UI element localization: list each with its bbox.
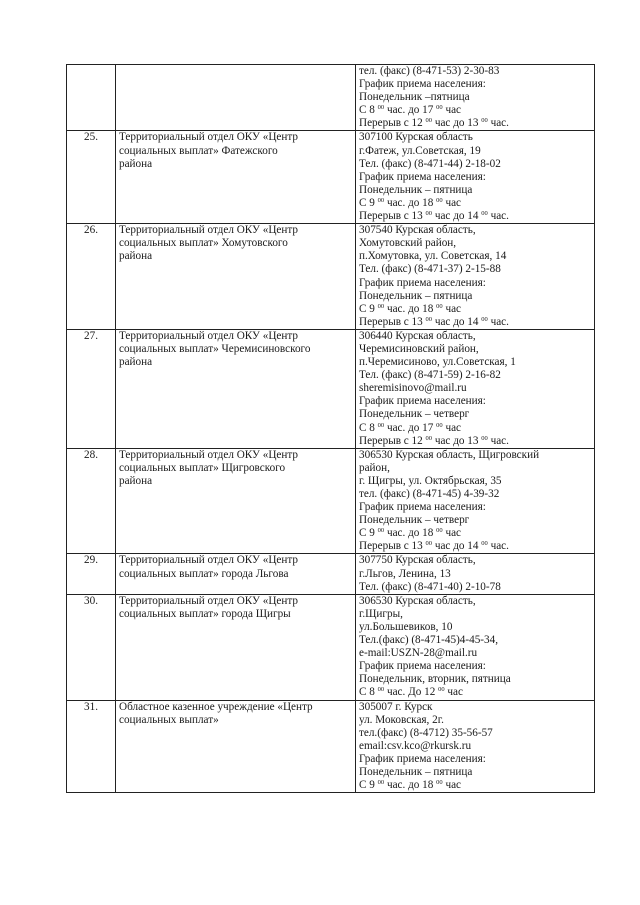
time-minutes-superscript: 00: [436, 302, 443, 310]
offices-table: [66, 64, 595, 793]
contact-line: Понедельник – четверг: [359, 514, 470, 527]
row-number: 28.: [67, 448, 116, 554]
office-name-line: социальных выплат» Фатежского: [119, 144, 278, 157]
contact-line: г. Щигры, ул. Октябрьская, 35: [359, 474, 502, 487]
time-minutes-superscript: 00: [377, 421, 385, 429]
time-text: час. до 18: [384, 196, 437, 209]
contact-line: Понедельник, вторник, пятница: [359, 673, 511, 686]
office-name-cell: [116, 554, 356, 594]
time-text: С 8: [359, 421, 378, 434]
office-name-line: социальных выплат» Черемисиновского: [119, 342, 311, 355]
contact-line: 307750 Курская область,: [359, 554, 476, 567]
time-text: час до 13: [432, 117, 482, 130]
contact-line: [359, 540, 591, 553]
office-name-line: Территориальный отдел ОКУ «Центр: [119, 224, 299, 237]
contact-info-cell: [356, 700, 595, 793]
office-name-line: района: [119, 250, 153, 263]
office-name-cell: [116, 700, 356, 793]
office-name-line: социальных выплат»: [119, 713, 219, 726]
row-number: 31.: [67, 700, 116, 793]
contact-line: Понедельник – пятница: [359, 765, 473, 778]
office-name-line: Территориальный отдел ОКУ «Центр: [119, 131, 299, 144]
contact-info-cell: [356, 65, 595, 131]
office-name-line: района: [119, 474, 153, 487]
contact-line: тел.(факс) (8-4712) 35-56-57: [359, 726, 493, 739]
time-text: час.: [487, 540, 509, 553]
time-minutes-superscript: 00: [436, 196, 443, 204]
contact-line: [359, 686, 591, 699]
contact-line: [359, 117, 591, 130]
table-row: [67, 131, 595, 224]
office-name-cell: [116, 65, 356, 131]
time-minutes-superscript: 00: [425, 117, 433, 125]
contact-line: Понедельник – пятница: [359, 289, 473, 302]
time-text: С 9: [359, 196, 378, 209]
table-row: [67, 224, 595, 330]
contact-line: График приема населения:: [359, 501, 486, 514]
office-name-cell: [116, 329, 356, 448]
time-text: С 9: [359, 527, 378, 540]
time-text: час до 14: [432, 210, 482, 223]
contact-line: Понедельник –пятница: [359, 91, 470, 104]
contact-line: [359, 210, 591, 223]
contact-line: График приема населения:: [359, 395, 486, 408]
contact-line: [359, 303, 591, 316]
time-text: час. до 18: [384, 302, 437, 315]
row-number: 27.: [67, 329, 116, 448]
time-text: час: [442, 421, 462, 434]
contact-line: sheremisinovo@mail.ru: [359, 382, 467, 395]
contact-line: Хомутовский район,: [359, 237, 457, 250]
contact-line: п.Хомутовка, ул. Советская, 14: [359, 250, 507, 263]
time-text: час. до 18: [384, 527, 437, 540]
time-minutes-superscript: 00: [481, 540, 488, 548]
time-minutes-superscript: 00: [436, 104, 443, 112]
time-minutes-superscript: 00: [425, 210, 433, 218]
time-minutes-superscript: 00: [377, 686, 385, 694]
time-text: час. До 12: [384, 686, 439, 699]
time-text: час: [442, 196, 462, 209]
contact-line: 306530 Курская область,: [359, 594, 476, 607]
time-minutes-superscript: 00: [438, 686, 445, 694]
contact-info-cell: [356, 594, 595, 700]
contact-line: 307100 Курская область: [359, 131, 473, 144]
time-text: час. до 17: [384, 421, 437, 434]
time-minutes-superscript: 00: [425, 315, 433, 323]
contact-info-cell: [356, 131, 595, 224]
contact-line: Черемисиновский район,: [359, 342, 479, 355]
row-number: 25.: [67, 131, 116, 224]
contact-line: 305007 г. Курск: [359, 700, 433, 713]
contact-line: [359, 422, 591, 435]
contact-line: График приема населения:: [359, 276, 486, 289]
office-name-cell: [116, 224, 356, 330]
time-text: час до 13: [432, 434, 482, 447]
table-row: [67, 65, 595, 131]
contact-line: [359, 435, 591, 448]
time-minutes-superscript: 00: [377, 302, 385, 310]
time-text: час: [444, 686, 463, 699]
contact-line: г.Щигры,: [359, 607, 403, 620]
table-row: [67, 448, 595, 554]
table-row: [67, 594, 595, 700]
time-text: Перерыв с 12: [359, 434, 426, 447]
time-text: С 8: [359, 104, 378, 117]
time-text: час: [442, 779, 462, 792]
time-minutes-superscript: 00: [436, 527, 443, 535]
time-text: Перерыв с 13: [359, 540, 426, 553]
contact-line: Понедельник – четверг: [359, 408, 470, 421]
contact-line: График приема населения:: [359, 752, 486, 765]
time-minutes-superscript: 00: [436, 421, 443, 429]
time-minutes-superscript: 00: [425, 540, 433, 548]
contact-line: 307540 Курская область,: [359, 224, 476, 237]
time-text: С 9: [359, 302, 378, 315]
contact-line: [359, 316, 591, 329]
contact-line: г.Льгов, Ленина, 13: [359, 567, 451, 580]
time-minutes-superscript: 00: [481, 210, 488, 218]
time-minutes-superscript: 00: [481, 434, 488, 442]
time-text: час: [442, 302, 462, 315]
office-name-cell: [116, 131, 356, 224]
time-minutes-superscript: 00: [377, 527, 385, 535]
time-text: час.: [487, 117, 509, 130]
contact-line: Тел. (факс) (8-471-44) 2-18-02: [359, 157, 501, 170]
contact-info-cell: [356, 329, 595, 448]
contact-line: email:csv.kco@rkursk.ru: [359, 739, 472, 752]
time-text: Перерыв с 13: [359, 210, 426, 223]
office-name-line: Территориальный отдел ОКУ «Центр: [119, 594, 299, 607]
time-text: Перерыв с 12: [359, 117, 426, 130]
office-name-line: района: [119, 356, 153, 369]
contact-line: Тел. (факс) (8-471-37) 2-15-88: [359, 263, 501, 276]
contact-line: г.Фатеж, ул.Советская, 19: [359, 144, 481, 157]
time-text: час до 14: [432, 540, 482, 553]
contact-line: e-mail:USZN-28@mail.ru: [359, 647, 478, 660]
contact-line: [359, 779, 591, 792]
time-text: С 8: [359, 686, 378, 699]
office-name-cell: [116, 448, 356, 554]
offices-table-body: [67, 65, 595, 793]
office-name-line: Территориальный отдел ОКУ «Центр: [119, 329, 299, 342]
contact-line: [359, 104, 591, 117]
time-text: С 9: [359, 779, 378, 792]
time-minutes-superscript: 00: [481, 117, 488, 125]
contact-line: 306440 Курская область,: [359, 329, 476, 342]
contact-line: 306530 Курская область, Щигровский: [359, 448, 540, 461]
table-row: [67, 700, 595, 793]
office-name-line: социальных выплат» города Льгова: [119, 567, 289, 580]
time-minutes-superscript: 00: [377, 196, 385, 204]
office-name-line: социальных выплат» города Щигры: [119, 607, 291, 620]
time-minutes-superscript: 00: [377, 104, 385, 112]
contact-line: График приема населения:: [359, 78, 486, 91]
time-text: час.: [487, 315, 509, 328]
contact-line: тел. (факс) (8-471-53) 2-30-83: [359, 65, 500, 77]
time-text: час до 14: [432, 315, 482, 328]
office-name-line: Территориальный отдел ОКУ «Центр: [119, 448, 299, 461]
contact-line: ул.Большевиков, 10: [359, 620, 453, 633]
time-text: час: [442, 527, 462, 540]
office-name-line: социальных выплат» Хомутовского: [119, 237, 288, 250]
time-minutes-superscript: 00: [377, 779, 385, 787]
contact-line: [359, 197, 591, 210]
contact-line: район,: [359, 461, 390, 474]
contact-line: Тел. (факс) (8-471-59) 2-16-82: [359, 369, 501, 382]
contact-info-cell: [356, 224, 595, 330]
contact-line: ул. Моковская, 2г.: [359, 713, 444, 726]
time-text: час. до 17: [384, 104, 437, 117]
office-name-line: Областное казенное учреждение «Центр: [119, 700, 313, 713]
office-name-line: социальных выплат» Щигровского: [119, 461, 286, 474]
time-text: час.: [487, 210, 509, 223]
table-row: [67, 554, 595, 594]
row-number: 29.: [67, 554, 116, 594]
time-minutes-superscript: 00: [436, 779, 443, 787]
office-name-line: Территориальный отдел ОКУ «Центр: [119, 554, 299, 567]
table-row: [67, 329, 595, 448]
row-number: 30.: [67, 594, 116, 700]
contact-line: [359, 527, 591, 540]
row-number: [67, 65, 116, 131]
contact-line: Понедельник – пятница: [359, 183, 473, 196]
time-minutes-superscript: 00: [425, 434, 433, 442]
office-name-cell: [116, 594, 356, 700]
contact-info-cell: [356, 554, 595, 594]
contact-line: График приема населения:: [359, 170, 486, 183]
contact-line: Тел. (факс) (8-471-40) 2-10-78: [359, 580, 501, 593]
contact-line: Тел.(факс) (8-471-45)4-45-34,: [359, 634, 499, 647]
office-name-line: района: [119, 157, 153, 170]
time-text: час. до 18: [384, 779, 437, 792]
contact-line: тел. (факс) (8-471-45) 4-39-32: [359, 488, 500, 500]
time-text: час.: [487, 434, 509, 447]
contact-line: п.Черемисиново, ул.Советская, 1: [359, 356, 516, 369]
time-text: час: [442, 104, 462, 117]
contact-info-cell: [356, 448, 595, 554]
contact-line: График приема населения:: [359, 660, 486, 673]
time-text: Перерыв с 13: [359, 315, 426, 328]
time-minutes-superscript: 00: [481, 315, 488, 323]
row-number: 26.: [67, 224, 116, 330]
